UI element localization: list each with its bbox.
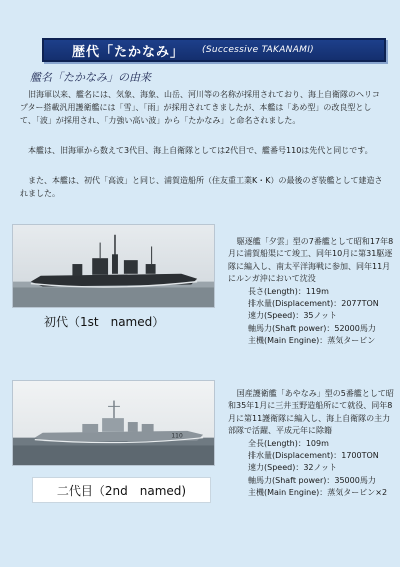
intro-paragraph: 旧海軍以来、艦名には、気象、海象、山岳、河川等の名称が採用されており、海上自衛隊のヘリコプター搭載汎用護衛艦には「雪」、「雨」が採用されてきましたが、本艦は「あめ型」の改良型として、「波」が採用され、「力強い高い波」から「たかなみ」と命名されました。: [20, 90, 380, 125]
spec-shaft-power: 軸馬力(Shaft power)：35000馬力: [248, 475, 376, 485]
second-ship-caption: [32, 477, 211, 503]
first-ship-info: [228, 236, 396, 348]
spec-displacement: 排水量(Displacement)：1700TON: [248, 451, 379, 461]
first-ship-description: 駆逐艦「夕雲」型の7番艦として昭和17年8月に浦賀船渠にて竣工、同年10月に第31駆逐隊に編入し、南太平洋海戦に参加、同年11月にルンガ沖において沈没: [228, 237, 394, 284]
page-subtitle: (Successive TAKANAMI): [202, 45, 314, 55]
second-ship-specs: [228, 438, 396, 500]
spec-shaft-power: 軸馬力(Shaft power)：52000馬力: [248, 323, 376, 333]
second-ship-description: 国産護衛艦「あやなみ」型の5番艦として昭和35年1月に三井玉野造船所にて就役、同年8月に第11護衛隊に編入し、海上自衛隊の主力部隊で活躍、平成元年に除籍: [228, 389, 394, 436]
first-ship-photo: [12, 224, 215, 308]
hull-number-paragraph: 本艦は、旧海軍から数えて3代目、海上自衛隊としては2代目で、艦番号110は先代と同じです。: [28, 146, 373, 155]
spec-main-engine: 主機(Main Engine)：蒸気タービン: [248, 336, 376, 346]
spec-length: 全長(Length)：109m: [248, 438, 329, 448]
spec-length: 長さ(Length)：119m: [248, 286, 329, 296]
second-ship-photo: [12, 380, 215, 466]
section-heading: 艦名「たかなみ」の由来: [30, 71, 151, 84]
first-ship-specs: [228, 286, 396, 348]
page-title-bar: [42, 38, 386, 62]
spec-speed: 速力(Speed)：32ノット: [248, 463, 337, 473]
shipyard-paragraph: また、本艦は、初代「高波」と同じ、浦賀造船所（住友重工業K・K）の最後のぎ装艦として建造されました。: [20, 176, 383, 198]
spec-displacement: 排水量(Displacement)：2077TON: [248, 299, 379, 309]
first-ship-caption: 初代（1st named）: [44, 315, 165, 329]
second-ship-info: [228, 388, 396, 500]
spec-main-engine: 主機(Main Engine)：蒸気タービン×2: [248, 488, 388, 498]
second-ship-caption-text: 二代目（2nd named): [56, 483, 187, 498]
hull-number-label: 110: [171, 433, 183, 440]
spec-speed: 速力(Speed)：35ノット: [248, 311, 337, 321]
page-title: 歴代「たかなみ」: [72, 44, 185, 60]
